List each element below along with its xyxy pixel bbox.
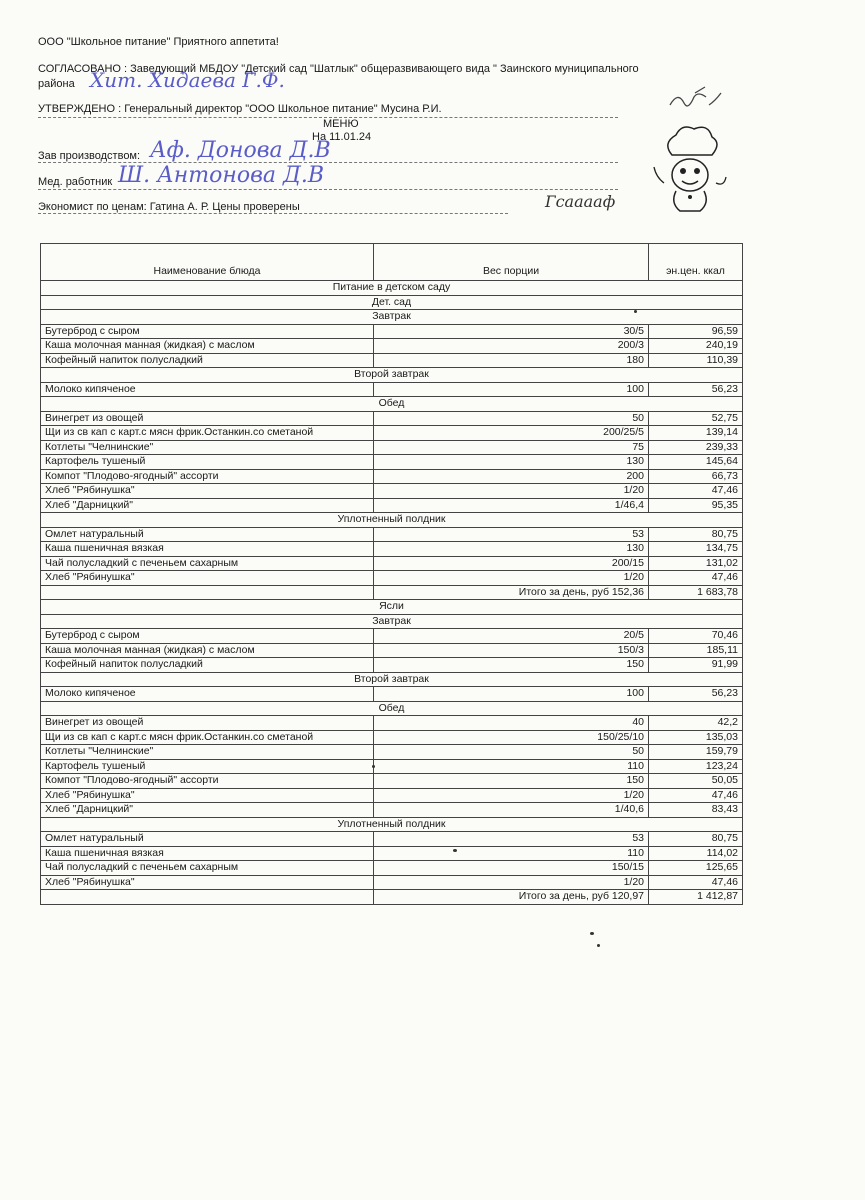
portion-weight: 110 — [374, 846, 649, 861]
dish-row — [41, 658, 743, 673]
dish-row — [41, 440, 743, 455]
dish-row — [41, 846, 743, 861]
column-header-weight: Вес порции — [374, 244, 649, 281]
total-spacer — [41, 890, 374, 905]
column-header-kcal: эн.цен. ккал — [649, 244, 743, 281]
portion-weight: 130 — [374, 542, 649, 557]
menu-title: МЕНЮ — [323, 118, 359, 130]
dish-name: Омлет натуральный — [41, 832, 374, 847]
section-title: Завтрак — [41, 310, 743, 325]
dish-row — [41, 861, 743, 876]
section-row — [41, 672, 743, 687]
energy-value: 47,46 — [649, 571, 743, 586]
dish-row — [41, 745, 743, 760]
dish-name: Молоко кипяченое — [41, 687, 374, 702]
energy-value: 139,14 — [649, 426, 743, 441]
dish-name: Молоко кипяченое — [41, 382, 374, 397]
dish-name: Хлеб "Дарницкий" — [41, 803, 374, 818]
dish-row — [41, 411, 743, 426]
dish-name: Картофель тушеный — [41, 455, 374, 470]
portion-weight: 1/20 — [374, 571, 649, 586]
portion-weight: 150/3 — [374, 643, 649, 658]
production-manager-label: Зав производством: — [38, 150, 141, 162]
section-title: Ясли — [41, 600, 743, 615]
economist-signature: Гсааааф — [545, 192, 616, 211]
dish-name: Каша пшеничная вязкая — [41, 846, 374, 861]
energy-value: 239,33 — [649, 440, 743, 455]
dish-row — [41, 629, 743, 644]
section-title: Второй завтрак — [41, 368, 743, 383]
dish-row — [41, 469, 743, 484]
portion-weight: 1/20 — [374, 875, 649, 890]
dish-name: Винегрет из овощей — [41, 411, 374, 426]
dish-row — [41, 527, 743, 542]
energy-value: 47,46 — [649, 875, 743, 890]
portion-weight: 180 — [374, 353, 649, 368]
section-row — [41, 600, 743, 615]
portion-weight: 75 — [374, 440, 649, 455]
section-row — [41, 513, 743, 528]
portion-weight: 110 — [374, 759, 649, 774]
production-manager-signature: Аф. Донова Д.В — [150, 138, 331, 163]
dish-row — [41, 382, 743, 397]
dish-row — [41, 774, 743, 789]
dish-name: Чай полусладкий с печеньем сахарным — [41, 556, 374, 571]
section-title: Уплотненный полдник — [41, 817, 743, 832]
portion-weight: 1/46,4 — [374, 498, 649, 513]
portion-weight: 53 — [374, 527, 649, 542]
chef-mascot-icon — [650, 125, 730, 215]
energy-value: 123,24 — [649, 759, 743, 774]
portion-weight: 200/25/5 — [374, 426, 649, 441]
energy-value: 96,59 — [649, 324, 743, 339]
dish-name: Котлеты "Челнинские" — [41, 440, 374, 455]
dish-name: Кофейный напиток полусладкий — [41, 353, 374, 368]
energy-value: 50,05 — [649, 774, 743, 789]
portion-weight: 150/25/10 — [374, 730, 649, 745]
dish-row — [41, 832, 743, 847]
energy-value: 52,75 — [649, 411, 743, 426]
scan-speck — [372, 765, 375, 768]
portion-weight: 20/5 — [374, 629, 649, 644]
total-row — [41, 585, 743, 600]
section-row — [41, 701, 743, 716]
energy-value: 42,2 — [649, 716, 743, 731]
section-row — [41, 295, 743, 310]
dish-row — [41, 759, 743, 774]
table-header-row — [41, 244, 743, 281]
energy-value: 47,46 — [649, 484, 743, 499]
company-slogan: ООО "Школьное питание" Приятного аппетита! — [38, 36, 279, 48]
energy-value: 131,02 — [649, 556, 743, 571]
energy-value: 110,39 — [649, 353, 743, 368]
section-title: Дет. сад — [41, 295, 743, 310]
dish-row — [41, 353, 743, 368]
section-title: Завтрак — [41, 614, 743, 629]
dish-name: Каша пшеничная вязкая — [41, 542, 374, 557]
portion-weight: 150/15 — [374, 861, 649, 876]
energy-value: 114,02 — [649, 846, 743, 861]
section-title: Обед — [41, 701, 743, 716]
portion-weight: 130 — [374, 455, 649, 470]
dish-row — [41, 643, 743, 658]
portion-weight: 1/40,6 — [374, 803, 649, 818]
section-row — [41, 281, 743, 296]
daily-total-kcal: 1 412,87 — [649, 890, 743, 905]
energy-value: 66,73 — [649, 469, 743, 484]
dish-row — [41, 339, 743, 354]
section-title: Второй завтрак — [41, 672, 743, 687]
medic-underline — [38, 189, 618, 190]
energy-value: 47,46 — [649, 788, 743, 803]
portion-weight: 200/3 — [374, 339, 649, 354]
portion-weight: 200/15 — [374, 556, 649, 571]
dish-name: Чай полусладкий с печеньем сахарным — [41, 861, 374, 876]
section-title: Обед — [41, 397, 743, 412]
scan-speck — [453, 849, 457, 852]
menu-table — [40, 243, 743, 905]
medic-signature: Ш. Антонова Д.В — [118, 163, 325, 188]
dish-name: Бутерброд с сыром — [41, 629, 374, 644]
economist-underline — [38, 213, 508, 214]
portion-weight: 150 — [374, 774, 649, 789]
dish-row — [41, 687, 743, 702]
dish-row — [41, 730, 743, 745]
portion-weight: 150 — [374, 658, 649, 673]
portion-weight: 1/20 — [374, 484, 649, 499]
dish-name: Каша молочная манная (жидкая) с маслом — [41, 339, 374, 354]
energy-value: 80,75 — [649, 832, 743, 847]
portion-weight: 1/20 — [374, 788, 649, 803]
energy-value: 56,23 — [649, 382, 743, 397]
dish-row — [41, 324, 743, 339]
approved-line-district: района — [38, 78, 75, 90]
energy-value: 95,35 — [649, 498, 743, 513]
dish-row — [41, 455, 743, 470]
section-row — [41, 614, 743, 629]
medic-label: Мед. работник — [38, 176, 113, 188]
energy-value: 185,11 — [649, 643, 743, 658]
dish-name: Щи из св кап с карт.с мясн фрик.Останкин.со сметаной — [41, 426, 374, 441]
portion-weight: 100 — [374, 687, 649, 702]
total-row — [41, 890, 743, 905]
dish-name: Картофель тушеный — [41, 759, 374, 774]
scan-speck — [590, 932, 594, 935]
total-spacer — [41, 585, 374, 600]
menu-date: На 11.01.24 — [312, 131, 372, 143]
dish-name: Хлеб "Рябинушка" — [41, 484, 374, 499]
dish-name: Хлеб "Рябинушка" — [41, 571, 374, 586]
daily-total-price: Итого за день, руб 120,97 — [374, 890, 649, 905]
scan-speck — [634, 310, 637, 313]
section-row — [41, 310, 743, 325]
portion-weight: 50 — [374, 745, 649, 760]
energy-value: 135,03 — [649, 730, 743, 745]
section-row — [41, 397, 743, 412]
energy-value: 134,75 — [649, 542, 743, 557]
dish-name: Щи из св кап с карт.с мясн фрик.Останкин.со сметаной — [41, 730, 374, 745]
energy-value: 70,46 — [649, 629, 743, 644]
dish-name: Кофейный напиток полусладкий — [41, 658, 374, 673]
column-header-dish: Наименование блюда — [41, 244, 374, 281]
dish-row — [41, 875, 743, 890]
dish-name: Компот "Плодово-ягодный" ассорти — [41, 469, 374, 484]
dish-name: Котлеты "Челнинские" — [41, 745, 374, 760]
energy-value: 83,43 — [649, 803, 743, 818]
dish-name: Винегрет из овощей — [41, 716, 374, 731]
portion-weight: 100 — [374, 382, 649, 397]
scan-speck — [597, 944, 600, 947]
economist-line: Экономист по ценам: Гатина А. Р. Цены проверены — [38, 201, 300, 213]
dish-name: Хлеб "Рябинушка" — [41, 875, 374, 890]
portion-weight: 30/5 — [374, 324, 649, 339]
portion-weight: 200 — [374, 469, 649, 484]
dish-name: Бутерброд с сыром — [41, 324, 374, 339]
confirmed-line: УТВЕРЖДЕНО : Генеральный директор "ООО Школьное питание" Мусина Р.И. — [38, 103, 442, 115]
dish-name: Омлет натуральный — [41, 527, 374, 542]
energy-value: 145,64 — [649, 455, 743, 470]
portion-weight: 53 — [374, 832, 649, 847]
dish-row — [41, 556, 743, 571]
dish-row — [41, 571, 743, 586]
dish-row — [41, 716, 743, 731]
energy-value: 125,65 — [649, 861, 743, 876]
approval-mark-icon — [665, 85, 725, 115]
section-row — [41, 817, 743, 832]
dish-row — [41, 803, 743, 818]
dish-name: Компот "Плодово-ягодный" ассорти — [41, 774, 374, 789]
dish-name: Хлеб "Рябинушка" — [41, 788, 374, 803]
energy-value: 91,99 — [649, 658, 743, 673]
portion-weight: 50 — [374, 411, 649, 426]
daily-total-kcal: 1 683,78 — [649, 585, 743, 600]
section-row — [41, 368, 743, 383]
dish-row — [41, 498, 743, 513]
energy-value: 240,19 — [649, 339, 743, 354]
section-title: Питание в детском саду — [41, 281, 743, 296]
dish-row — [41, 484, 743, 499]
approved-line: СОГЛАСОВАНО : Заведующий МБДОУ "Детский сад "Шатлык" общеразвивающего вида " Заинского муниципального — [38, 63, 639, 75]
dish-row — [41, 542, 743, 557]
dish-row — [41, 788, 743, 803]
energy-value: 159,79 — [649, 745, 743, 760]
energy-value: 56,23 — [649, 687, 743, 702]
approved-signature: Хит. Хидаева Г.Ф. — [90, 68, 285, 92]
energy-value: 80,75 — [649, 527, 743, 542]
dish-row — [41, 426, 743, 441]
dish-name: Хлеб "Дарницкий" — [41, 498, 374, 513]
section-title: Уплотненный полдник — [41, 513, 743, 528]
dish-name: Каша молочная манная (жидкая) с маслом — [41, 643, 374, 658]
daily-total-price: Итого за день, руб 152,36 — [374, 585, 649, 600]
portion-weight: 40 — [374, 716, 649, 731]
